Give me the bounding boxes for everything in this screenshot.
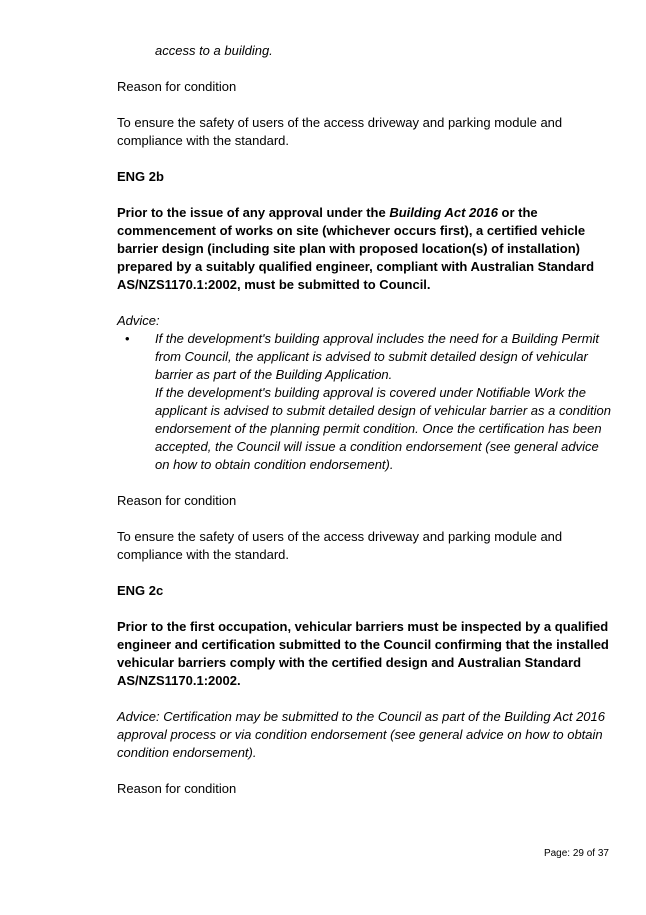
reason-heading-1: Reason for condition	[117, 79, 237, 94]
eng-2b-body-pre: Prior to the issue of any approval under the	[117, 205, 390, 220]
page-content	[117, 42, 612, 798]
eng-2c-heading: ENG 2c	[117, 583, 164, 598]
advice-bullet-para-1: If the development's building approval includes the need for a Building Permit from Council, the applicant is advised to submit detailed design of vehicular barrier as part of the Building Application.	[155, 331, 600, 382]
eng-2c-body: Prior to the first occupation, vehicular barriers must be inspected by a qualified engineer and certification submitted to the Council confirming that the installed vehicular barriers comply with the certified design and Australian Standard AS/NZS1170.1:2002.	[117, 619, 609, 688]
advice-block	[117, 312, 612, 474]
advice-label: Advice:	[117, 313, 160, 328]
reason-heading-3: Reason for condition	[117, 781, 237, 796]
advice-bullet-para-2: If the development's building approval is covered under Notifiable Work the applicant is advised to submit detailed design of vehicular barrier as a condition endorsement of the planning permit condition. Once the certification has been accepted, the Council will issue a condition endorsement (see general advice on how to obtain condition endorsement).	[155, 385, 611, 472]
reason-heading-2: Reason for condition	[117, 493, 237, 508]
eng-2b-body-act: Building Act 2016	[389, 205, 498, 220]
eng-2b-body	[117, 204, 612, 294]
eng-2c-advice: Advice: Certification may be submitted to the Council as part of the Building Act 2016 approval process or via condition endorsement (see general advice on how to obtain condition endorsement).	[117, 709, 606, 760]
advice-bullet-item	[117, 330, 612, 474]
advice-bullet-list	[117, 330, 612, 474]
reason-text-1: To ensure the safety of users of the access driveway and parking module and compliance with the standard.	[117, 115, 563, 148]
bullet-icon: •	[125, 331, 130, 346]
continuation-text: access to a building.	[155, 43, 273, 58]
eng-2b-heading: ENG 2b	[117, 169, 164, 184]
reason-text-2: To ensure the safety of users of the access driveway and parking module and compliance with the standard.	[117, 529, 563, 562]
page-number: Page: 29 of 37	[543, 848, 609, 859]
eng-2b-body-post: or the commencement of works on site (whichever occurs first), a certified vehicle barrier design (including site plan with proposed location(s) of installation) prepared by a suitably qualified engineer, compliant with Australian Standard AS/NZS1170.1:2002, must be submitted to Council.	[117, 205, 595, 292]
